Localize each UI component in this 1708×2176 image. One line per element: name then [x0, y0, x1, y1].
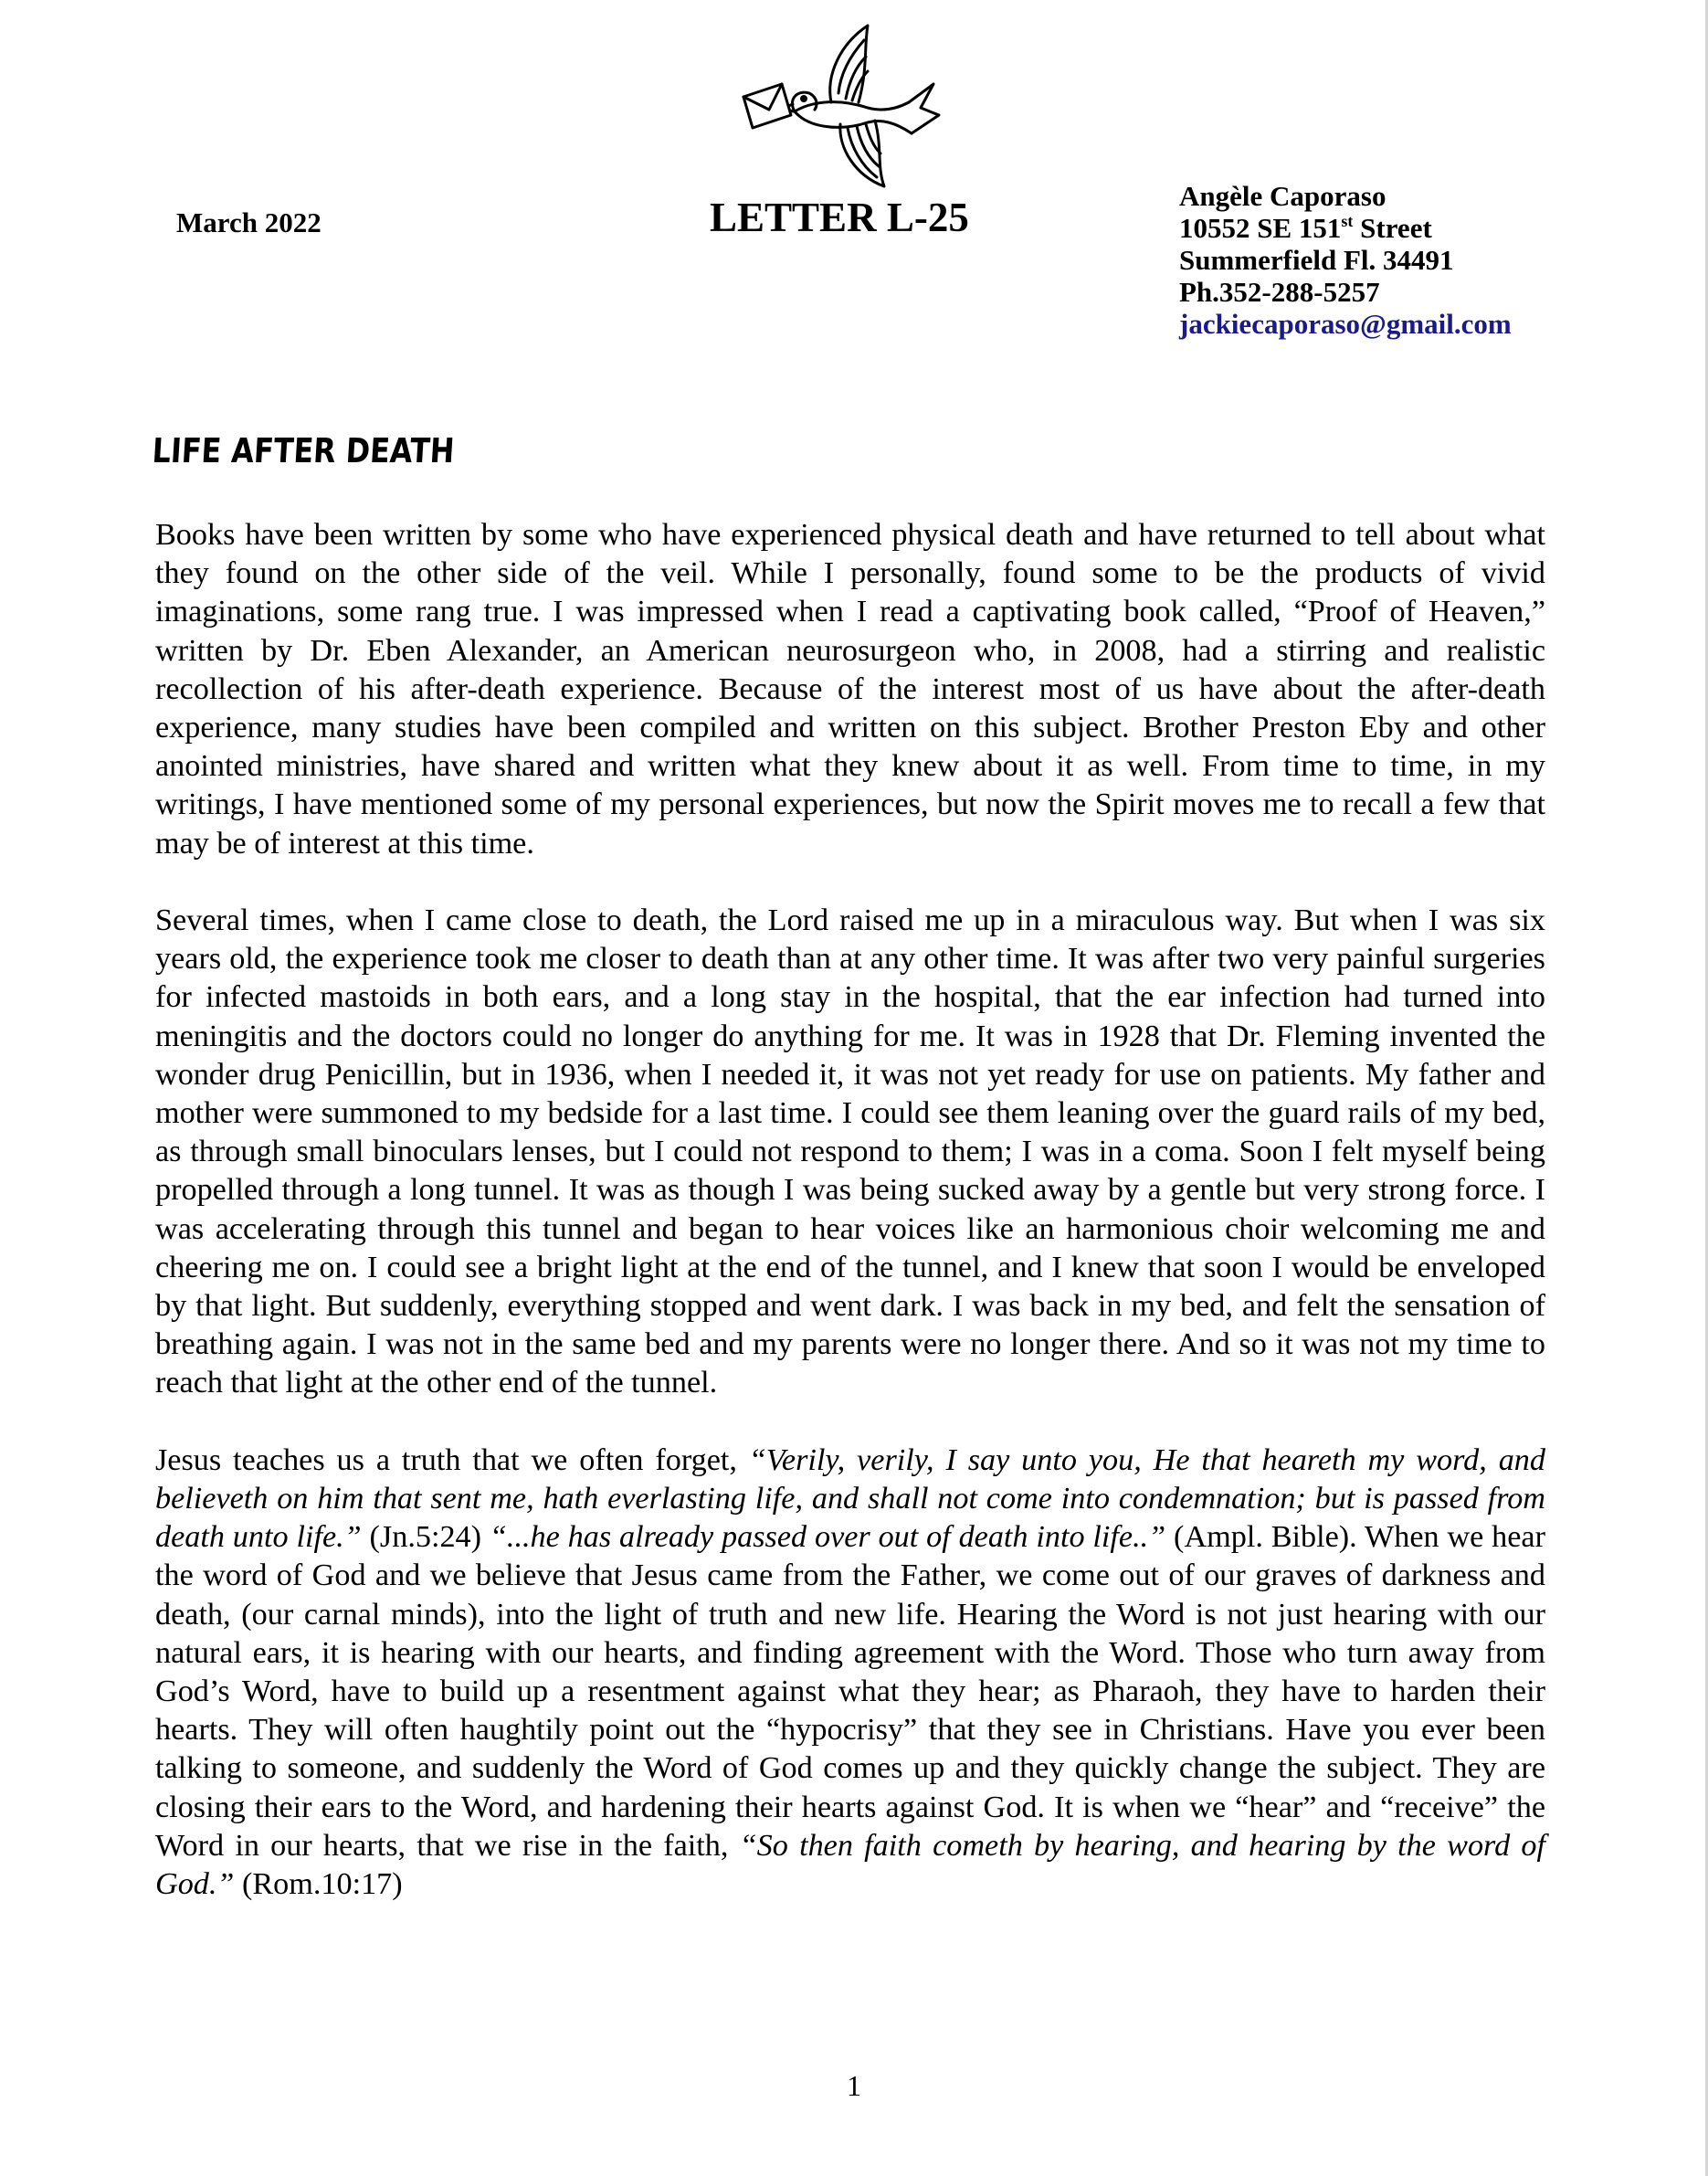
- sender-email-link[interactable]: jackiecaporaso@gmail.com: [1179, 308, 1512, 340]
- body-paragraph: [155, 516, 1545, 863]
- sender-city: Summerfield Fl. 34491: [1179, 244, 1454, 276]
- sender-street: [1179, 212, 1512, 244]
- scripture-quote: “Verily, verily, I say unto you, He that heareth my word, and believeth on him that sent me, hath everlasting life, and shall not come into condemnation; but is passed from death unto life.”: [155, 1442, 1545, 1555]
- body-paragraph: [155, 902, 1545, 1403]
- body-paragraph: [155, 1442, 1545, 1904]
- letter-body: [155, 516, 1545, 1904]
- street-name: Street: [1353, 212, 1432, 244]
- page-number: 1: [847, 2069, 861, 2102]
- sender-phone: Ph.352-288-5257: [1179, 276, 1380, 308]
- street-number: 10552 SE 151: [1179, 212, 1342, 244]
- street-ordinal: st: [1341, 212, 1354, 230]
- section-heading: LIFE AFTER DEATH: [151, 431, 456, 470]
- paragraph-text: Books have been written by some who have experienced physical death and have returned to tell about what they found on the other side of the veil. While I personally, found some to be the products of vivid imaginations, some rang true. I was impressed when I read a captivating book called, “Proof of Heaven,” written by Dr. Eben Alexander, an American neurosurgeon who, in 2008, had a stirring and realistic recollection of his after-death experience. Because of the interest most of us have about the after-death experience, many studies have been compiled and written on this subject. Brother Preston Eby and other anointed ministries, have shared and written what they knew about it as well. From time to time, in my writings, I have mentioned some of my personal experiences, but now the Spirit moves me to recall a few that may be of interest at this time.: [155, 518, 1545, 861]
- paragraph-text: Jesus teaches us a truth that we often forget,: [155, 1442, 749, 1477]
- dove-with-letter-icon: [731, 20, 941, 189]
- sender-address: [1179, 180, 1512, 340]
- letter-title: LETTER L-25: [710, 195, 969, 240]
- paragraph-text: (Jn.5:24): [361, 1520, 490, 1555]
- scripture-quote: “...he has already passed over out of death into life..”: [489, 1520, 1166, 1555]
- paragraph-text: Several times, when I came close to death, the Lord raised me up in a miraculous way. But when I was six years old, the experience took me closer to death than at any other time. It was after two very painful surgeries for infected mastoids in both ears, and a long stay in the hospital, that the ear infection had turned into meningitis and the doctors could no longer do anything for me. It was in 1928 that Dr. Fleming invented the wonder drug Penicillin, but in 1936, when I needed it, it was not yet ready for use on patients. My father and mother were summoned to my bedside for a last time. I could see them leaning over the guard rails of my bed, as through small binoculars lenses, but I could not respond to them; I was in a coma. Soon I felt myself being propelled through a long tunnel. It was as though I was being sucked away by a gentle but very strong force. I was accelerating through this tunnel and began to hear voices like an harmonious choir welcoming me and cheering me on. I could see a bright light at the end of the tunnel, and I knew that soon I would be enveloped by that light. But suddenly, everything stopped and went dark. I was back in my bed, and felt the sensation of breathing again. I was not in the same bed and my parents were no longer there. And so it was not my time to reach that light at the other end of the tunnel.: [155, 903, 1545, 1400]
- paragraph-text: (Ampl. Bible). When we hear the word of God and we believe that Jesus came from the Father, we come out of our graves of darkness and death, (our carnal minds), into the light of truth and new life. Hearing the Word is not just hearing with our natural ears, it is hearing with our hearts, and finding agreement with the Word. Those who turn away from God’s Word, have to build up a resentment against what they hear; as Pharaoh, they have to harden their hearts. They will often haughtily point out the “hypocrisy” that they see in Christians. Have you ever been talking to someone, and suddenly the Word of God comes up and they quickly change the subject. They are closing their ears to the Word, and hardening their hearts against God. It is when we “hear” and “receive” the Word in our hearts, that we rise in the faith,: [155, 1520, 1545, 1863]
- sender-name: Angèle Caporaso: [1179, 180, 1386, 212]
- paragraph-text: (Rom.10:17): [234, 1867, 403, 1902]
- scripture-quote: “So then faith cometh by hearing, and hearing by the word of God.”: [155, 1828, 1545, 1902]
- letter-date: March 2022: [176, 206, 322, 238]
